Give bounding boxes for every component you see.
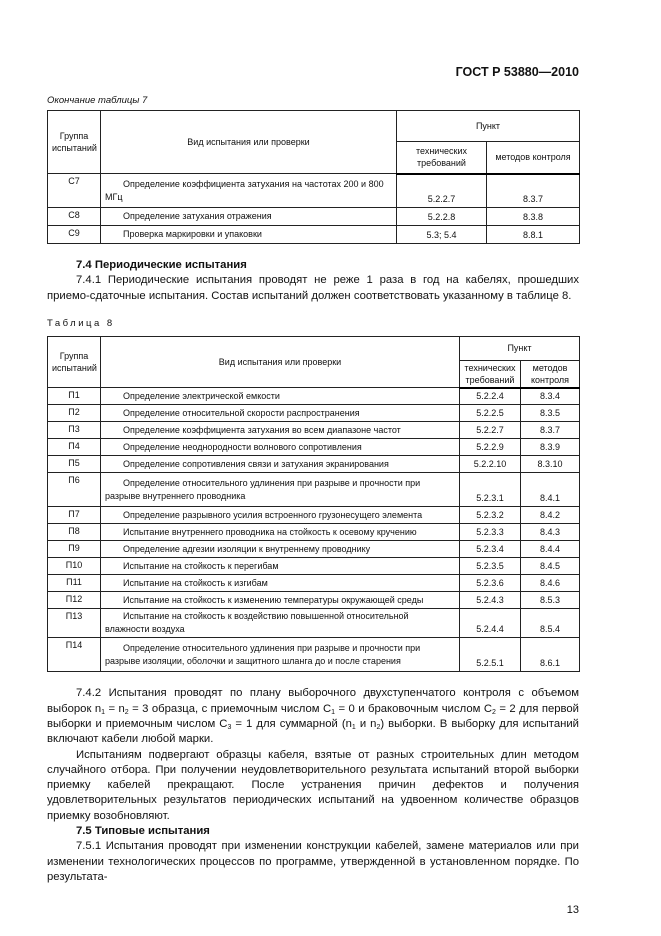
row-method-clause: 8.3.10 bbox=[521, 456, 580, 473]
row-method-clause: 8.4.5 bbox=[521, 558, 580, 575]
header-kind: Вид испытания или проверки bbox=[101, 111, 397, 174]
page-content bbox=[47, 0, 579, 917]
section-7-4-title: 7.4 Периодические испытания bbox=[76, 259, 247, 271]
row-method-clause: 8.5.4 bbox=[521, 609, 580, 638]
header-clause: Пункт bbox=[460, 336, 580, 360]
header-group: Группа испытаний bbox=[48, 111, 101, 174]
row-group: П10 bbox=[48, 558, 101, 575]
row-group: С7 bbox=[48, 174, 101, 208]
row-group: П7 bbox=[48, 507, 101, 524]
row-group: С8 bbox=[48, 208, 101, 226]
table7-caption: Окончание таблицы 7 bbox=[47, 95, 148, 106]
row-method-clause: 8.3.7 bbox=[521, 422, 580, 439]
table-row bbox=[48, 524, 580, 541]
row-tech-clause: 5.2.3.1 bbox=[460, 473, 521, 507]
row-tech-clause: 5.2.2.7 bbox=[460, 422, 521, 439]
row-group: П4 bbox=[48, 439, 101, 456]
row-kind: Испытание на стойкость к перегибам bbox=[101, 558, 460, 575]
header-group: Группа испытаний bbox=[48, 336, 101, 388]
page-number: 13 bbox=[566, 904, 579, 917]
table-row bbox=[48, 575, 580, 592]
table-row bbox=[48, 226, 580, 244]
row-kind: Испытание внутреннего проводника на стойкость к осевому кручению bbox=[101, 524, 460, 541]
table-8 bbox=[47, 336, 580, 673]
header-methods: методов контроля bbox=[521, 360, 580, 388]
row-method-clause: 8.3.8 bbox=[487, 208, 580, 226]
row-tech-clause: 5.2.3.6 bbox=[460, 575, 521, 592]
row-method-clause: 8.4.4 bbox=[521, 541, 580, 558]
table-row bbox=[48, 473, 580, 507]
row-tech-clause: 5.2.5.1 bbox=[460, 638, 521, 672]
table-row bbox=[48, 422, 580, 439]
row-group: П1 bbox=[48, 388, 101, 405]
row-kind: Определение коэффициента затухания во всем диапазоне частот bbox=[101, 422, 460, 439]
row-kind: Испытание на стойкость к изменению температуры окружающей среды bbox=[101, 592, 460, 609]
table-row bbox=[48, 208, 580, 226]
row-tech-clause: 5.2.2.4 bbox=[460, 388, 521, 405]
table-row bbox=[48, 638, 580, 672]
row-method-clause: 8.3.7 bbox=[487, 174, 580, 208]
row-kind: Определение затухания отражения bbox=[101, 208, 397, 226]
table-row bbox=[48, 439, 580, 456]
row-tech-clause: 5.2.2.9 bbox=[460, 439, 521, 456]
table-row bbox=[48, 541, 580, 558]
header-kind: Вид испытания или проверки bbox=[101, 336, 460, 388]
row-group: П5 bbox=[48, 456, 101, 473]
paragraph-sampling: Испытаниям подвергают образцы кабеля, взятые от разных строительных длин методом случайного отбора. При получении неудовлетворительного результата испытаний второй выборки приемку кабелей прекращают. После устранения причин дефектов и получения удовлетворительных результатов периодических испытаний на удвоенном количестве образцов приемку возобновляют. bbox=[47, 748, 579, 822]
row-method-clause: 8.6.1 bbox=[521, 638, 580, 672]
table-row bbox=[48, 405, 580, 422]
row-method-clause: 8.3.9 bbox=[521, 439, 580, 456]
row-kind: Определение относительной скорости распространения bbox=[101, 405, 460, 422]
header-tech: технических требований bbox=[460, 360, 521, 388]
table-row bbox=[48, 592, 580, 609]
row-kind: Определение разрывного усилия встроенного грузонесущего элемента bbox=[101, 507, 460, 524]
row-tech-clause: 5.2.3.5 bbox=[460, 558, 521, 575]
row-group: П6 bbox=[48, 473, 101, 507]
row-tech-clause: 5.2.3.2 bbox=[460, 507, 521, 524]
row-group: П8 bbox=[48, 524, 101, 541]
row-tech-clause: 5.2.2.8 bbox=[397, 208, 487, 226]
table-7 bbox=[47, 110, 580, 244]
row-tech-clause: 5.2.2.10 bbox=[460, 456, 521, 473]
paragraph-7-5-1: 7.5.1 Испытания проводят при изменении конструкции кабелей, замене материалов или при изменении технологических процессов по программе, утвержденной в установленном порядке. По результата- bbox=[47, 840, 579, 883]
table-row bbox=[48, 558, 580, 575]
row-group: П14 bbox=[48, 638, 101, 672]
row-method-clause: 8.8.1 bbox=[487, 226, 580, 244]
row-kind: Определение неоднородности волнового сопротивления bbox=[101, 439, 460, 456]
row-tech-clause: 5.2.3.4 bbox=[460, 541, 521, 558]
paragraph-7-4-1: 7.4.1 Периодические испытания проводят не реже 1 раза в год на кабелях, прошедших приемо-сдаточные испытания. Состав испытаний должен соответствовать указанному в таблице 8. bbox=[47, 274, 579, 302]
row-group: П12 bbox=[48, 592, 101, 609]
row-kind: Определение относительного удлинения при разрыве и прочности при разрыве внутреннего проводника bbox=[101, 473, 460, 507]
row-group: С9 bbox=[48, 226, 101, 244]
row-kind: Испытание на стойкость к изгибам bbox=[101, 575, 460, 592]
row-kind: Определение относительного удлинения при разрыве и прочности при разрыве изоляции, оболочки и защитного шланга до и после старения bbox=[101, 638, 460, 672]
header-methods: методов контроля bbox=[487, 142, 580, 174]
table-row bbox=[48, 174, 580, 208]
section-7-5-title: 7.5 Типовые испытания bbox=[76, 825, 210, 838]
row-group: П3 bbox=[48, 422, 101, 439]
table-row bbox=[48, 456, 580, 473]
paragraph-7-4-2: 7.4.2 Испытания проводят по плану выборочного двухступенчатого контроля с объемом выборок $n_1 = n_2 = 3$ образца, с приемочным числом $С_1 = 0$ и браковочным числом $С_2 = 2$ для первой выборки и приемочным числом $С_3 = 1$ для суммарной ($n_1$ и $n_2$) выборки. В выборку для испытаний включают кабели любой марки. bbox=[47, 687, 579, 746]
table-row bbox=[48, 507, 580, 524]
row-method-clause: 8.4.2 bbox=[521, 507, 580, 524]
row-group: П9 bbox=[48, 541, 101, 558]
row-method-clause: 8.4.1 bbox=[521, 473, 580, 507]
row-tech-clause: 5.2.2.5 bbox=[460, 405, 521, 422]
row-kind: Определение сопротивления связи и затухания экранирования bbox=[101, 456, 460, 473]
table-row bbox=[48, 388, 580, 405]
row-kind: Проверка маркировки и упаковки bbox=[101, 226, 397, 244]
row-kind: Испытание на стойкость к воздействию повышенной относительной влажности воздуха bbox=[101, 609, 460, 638]
row-kind: Определение адгезии изоляции к внутреннему проводнику bbox=[101, 541, 460, 558]
header-tech: технических требований bbox=[397, 142, 487, 174]
row-tech-clause: 5.2.2.7 bbox=[397, 174, 487, 208]
row-method-clause: 8.4.3 bbox=[521, 524, 580, 541]
table8-caption: Таблица 8 bbox=[47, 317, 115, 329]
row-tech-clause: 5.2.4.4 bbox=[460, 609, 521, 638]
row-group: П2 bbox=[48, 405, 101, 422]
header-clause: Пункт bbox=[397, 111, 580, 142]
standard-header: ГОСТ Р 53880—2010 bbox=[455, 65, 579, 79]
row-kind: Определение коэффициента затухания на частотах 200 и 800 МГц bbox=[101, 174, 397, 208]
row-group: П11 bbox=[48, 575, 101, 592]
row-method-clause: 8.3.4 bbox=[521, 388, 580, 405]
table-row bbox=[48, 609, 580, 638]
row-method-clause: 8.5.3 bbox=[521, 592, 580, 609]
row-tech-clause: 5.3; 5.4 bbox=[397, 226, 487, 244]
row-tech-clause: 5.2.4.3 bbox=[460, 592, 521, 609]
row-group: П13 bbox=[48, 609, 101, 638]
row-kind: Определение электрической емкости bbox=[101, 388, 460, 405]
row-method-clause: 8.3.5 bbox=[521, 405, 580, 422]
row-method-clause: 8.4.6 bbox=[521, 575, 580, 592]
row-tech-clause: 5.2.3.3 bbox=[460, 524, 521, 541]
